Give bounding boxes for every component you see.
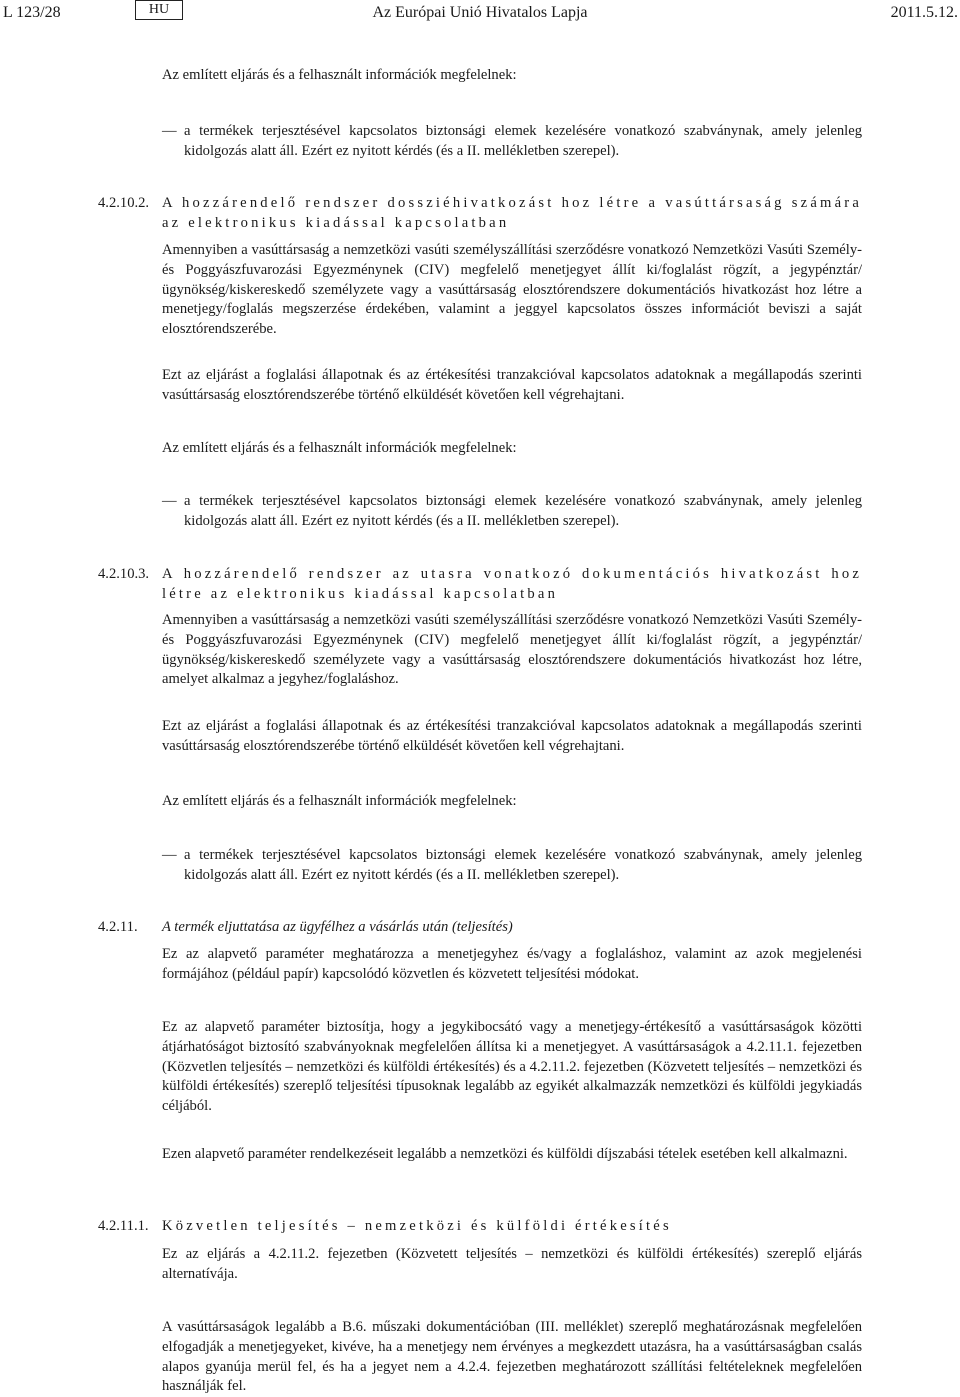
list-item bbox=[162, 846, 862, 888]
dash-marker: — bbox=[162, 123, 177, 139]
language-badge: HU bbox=[135, 0, 183, 20]
section-heading: Közvetlen teljesítés – nemzetközi és külföldi értékesítés bbox=[162, 1218, 672, 1234]
paragraph: Az említett eljárás és a felhasznált információk megfelelnek: bbox=[162, 793, 517, 809]
paragraph: Ezt az eljárást a foglalási állapotnak és az értékesítési tranzakcióval kapcsolatos adatoknak a megállapodás szerinti vasúttársaság elosztórendszerébe történő elküldését követően kell végrehajtani. bbox=[162, 718, 862, 754]
paragraph: A vasúttársaságok legalább a B.6. műszaki dokumentációban (III. melléklet) szereplő meghatározásnak megfelelően elfogadják a menetjegyeket, kivéve, ha a menetjegy nem érvényes a megkezdett utazásra, ha a vasúttársaságban csalás alapos gyanúja merül fel, és ha a jegyet nem a 4.2.4. fejezetben meghatározott szállítási feltételeknek megfelelően használják fel. bbox=[162, 1319, 862, 1395]
publication-date: 2011.5.12. bbox=[890, 4, 958, 21]
dash-marker: — bbox=[162, 493, 177, 509]
list-item-text: a termékek terjesztésével kapcsolatos biztonsági elemek kezelésére vonatkozó szabványnak, amely jelenleg kidolgozás alatt áll. Ezért ez nyitott kérdés (és a II. mellékletben szerepel). bbox=[184, 847, 862, 883]
list-item-text: a termékek terjesztésével kapcsolatos biztonsági elemek kezelésére vonatkozó szabványnak, amely jelenleg kidolgozás alatt áll. Ezért ez nyitott kérdés (és a II. mellékletben szerepel). bbox=[184, 123, 862, 159]
paragraph: Ez az alapvető paraméter meghatározza a menetjegyhez és/vagy a foglaláshoz, valamint az azok megjelenési formájához (például papír) kapcsolódó közvetlen és közvetett teljesítési módokat. bbox=[162, 946, 862, 982]
paragraph: Amennyiben a vasúttársaság a nemzetközi vasúti személyszállítási szerződésre vonatkozó Nemzetközi Vasúti Személy- és Poggyászfuvarozási Egyezménynek (CIV) megfelelő menetjegyet állít ki/foglalást rögzít, a jegypénztár/ügynökség/kiskereskedő személyzete vagy a vasúttársaság elosztórendszere dokumentációs hivatkozást hoz létre a menetjegy/foglalás megszerzése érdekében, valamint a jeggyel kapcsolatos összes információt beviszi a saját elosztórendszerébe. bbox=[162, 242, 862, 338]
list-item bbox=[162, 122, 862, 164]
paragraph: Ezen alapvető paraméter rendelkezéseit legalább a nemzetközi és külföldi díjszabási tételek esetében kell alkalmazni. bbox=[162, 1146, 848, 1162]
list-item-text: a termékek terjesztésével kapcsolatos biztonsági elemek kezelésére vonatkozó szabványnak, amely jelenleg kidolgozás alatt áll. Ezért ez nyitott kérdés (és a II. mellékletben szerepel). bbox=[184, 493, 862, 529]
paragraph: Az említett eljárás és a felhasznált információk megfelelnek: bbox=[162, 67, 517, 83]
section-number: 4.2.10.2. bbox=[98, 195, 150, 211]
list-item bbox=[162, 492, 862, 534]
section-heading: A hozzárendelő rendszer dossziéhivatkozást hoz létre a vasúttársaság számára az elektronikus kiadással kapcsolatban bbox=[162, 195, 862, 231]
page-reference: L 123/28 bbox=[3, 4, 61, 21]
section-number: 4.2.11. bbox=[98, 919, 138, 935]
section-heading: A termék eljuttatása az ügyfélhez a vásárlás után (teljesítés) bbox=[162, 919, 513, 935]
dash-marker: — bbox=[162, 847, 177, 863]
page-header bbox=[0, 0, 960, 24]
paragraph: Ez az eljárás a 4.2.11.2. fejezetben (Közvetett teljesítés – nemzetközi és külföldi értékesítés) szereplő eljárás alternatívája. bbox=[162, 1246, 862, 1282]
paragraph: Ez az alapvető paraméter biztosítja, hogy a jegykibocsátó vagy a menetjegy-értékesítő a vasúttársaságok közötti átjárhatóságot biztosító szabványoknak megfelelően állítsa ki a menetjegyet. A vasúttársaságok a 4.2.11.1. fejezetben (Közvetlen teljesítés – nemzetközi és külföldi értékesítés) és a 4.2.11.2. fejezetben (Közvetett teljesítés – nemzetközi és külföldi értékesítés) szereplő teljesítési típusoknak legalább az egyikét alkalmazzák nemzetközi és külföldi jegykiadás céljából. bbox=[162, 1019, 862, 1115]
paragraph: Amennyiben a vasúttársaság a nemzetközi vasúti személyszállítási szerződésre vonatkozó Nemzetközi Vasúti Személy- és Poggyászfuvarozási Egyezménynek (CIV) megfelelő menetjegyet állít ki/foglalást rögzít, a jegypénztár/ügynökség/kiskereskedő személyzete vagy a vasúttársaság elosztórendszere dokumentációs hivatkozást hoz létre, amelyet alkalmaz a jegyhez/foglaláshoz. bbox=[162, 612, 862, 688]
journal-title: Az Európai Unió Hivatalos Lapja bbox=[372, 4, 588, 21]
paragraph: Az említett eljárás és a felhasznált információk megfelelnek: bbox=[162, 440, 517, 456]
section-number: 4.2.11.1. bbox=[98, 1218, 149, 1234]
section-heading: A hozzárendelő rendszer az utasra vonatkozó dokumentációs hivatkozást hoz létre az elektronikus kiadással kapcsolatban bbox=[162, 566, 862, 602]
paragraph: Ezt az eljárást a foglalási állapotnak és az értékesítési tranzakcióval kapcsolatos adatoknak a megállapodás szerinti vasúttársaság elosztórendszerébe történő elküldését követően kell végrehajtani. bbox=[162, 367, 862, 403]
section-number: 4.2.10.3. bbox=[98, 566, 150, 582]
